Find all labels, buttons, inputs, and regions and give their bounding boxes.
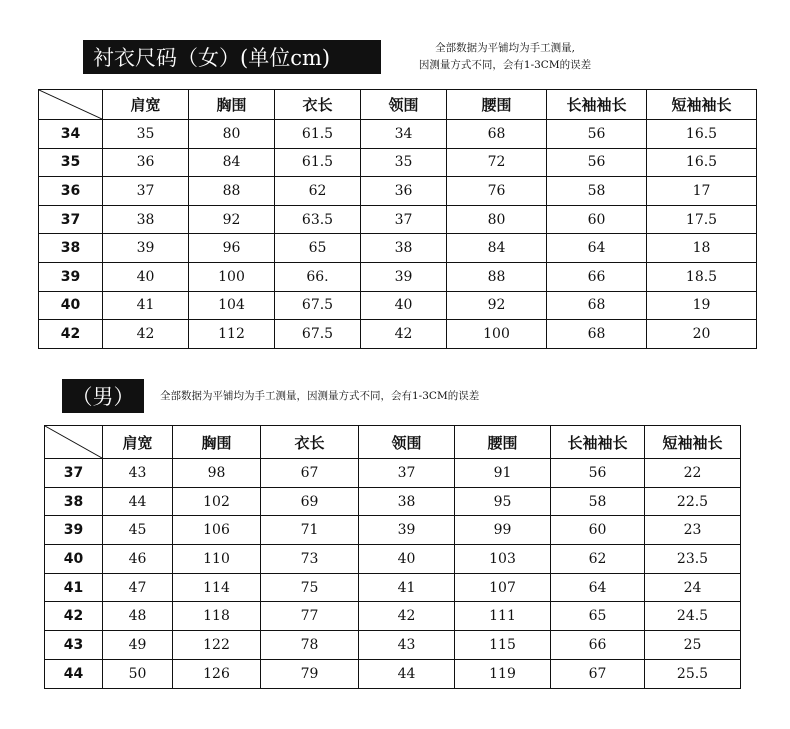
table-row: [39, 148, 757, 177]
size-label-cell: 36: [39, 177, 103, 206]
measurement-cell: 56: [551, 459, 645, 488]
measurement-cell: 71: [261, 516, 359, 545]
measurement-cell: 88: [189, 177, 275, 206]
measurement-cell: 104: [189, 291, 275, 320]
measurement-cell: 92: [189, 205, 275, 234]
measurement-cell: 102: [173, 487, 261, 516]
header-long-sleeve: 长袖袖长: [547, 90, 647, 120]
measurement-cell: 40: [359, 545, 455, 574]
header-length: 衣长: [261, 426, 359, 459]
measurement-cell: 80: [447, 205, 547, 234]
measurement-cell: 61.5: [275, 148, 361, 177]
measurement-cell: 111: [455, 602, 551, 631]
measurement-cell: 92: [447, 291, 547, 320]
measurement-cell: 47: [103, 573, 173, 602]
measurement-cell: 41: [103, 291, 189, 320]
measurement-cell: 25.5: [645, 659, 741, 688]
measurement-cell: 73: [261, 545, 359, 574]
measurement-cell: 68: [447, 120, 547, 149]
measurement-cell: 107: [455, 573, 551, 602]
measurement-cell: 100: [447, 320, 547, 349]
men-table-body: [45, 459, 741, 689]
size-label-cell: 39: [45, 516, 103, 545]
measurement-cell: 88: [447, 262, 547, 291]
measurement-cell: 36: [103, 148, 189, 177]
corner-diagonal-cell: [45, 426, 103, 459]
measurement-cell: 48: [103, 602, 173, 631]
measurement-cell: 22: [645, 459, 741, 488]
measurement-cell: 39: [359, 516, 455, 545]
measurement-cell: 39: [103, 234, 189, 263]
measurement-cell: 95: [455, 487, 551, 516]
measurement-cell: 16.5: [647, 148, 757, 177]
header-shoulder: 肩宽: [103, 426, 173, 459]
size-label-cell: 35: [39, 148, 103, 177]
measurement-cell: 25: [645, 631, 741, 660]
measurement-cell: 17: [647, 177, 757, 206]
men-size-title: [62, 379, 144, 413]
corner-diagonal-cell: [39, 90, 103, 120]
measurement-cell: 78: [261, 631, 359, 660]
measurement-cell: 63.5: [275, 205, 361, 234]
measurement-cell: 110: [173, 545, 261, 574]
measurement-cell: 103: [455, 545, 551, 574]
women-size-table: [38, 89, 757, 349]
measurement-cell: 45: [103, 516, 173, 545]
women-size-title: [83, 40, 381, 74]
measurement-cell: 100: [189, 262, 275, 291]
measurement-cell: 17.5: [647, 205, 757, 234]
measurement-cell: 118: [173, 602, 261, 631]
measurement-cell: 72: [447, 148, 547, 177]
measurement-cell: 69: [261, 487, 359, 516]
header-shoulder: 肩宽: [103, 90, 189, 120]
header-waist: 腰围: [455, 426, 551, 459]
measurement-cell: 66: [551, 631, 645, 660]
measurement-cell: 99: [455, 516, 551, 545]
table-row: [45, 573, 741, 602]
table-row: [45, 545, 741, 574]
measurement-cell: 36: [361, 177, 447, 206]
size-label-cell: 43: [45, 631, 103, 660]
women-table-body: [39, 120, 757, 349]
women-size-title-text: 衬衣尺码（女）(单位cm): [93, 46, 331, 70]
size-label-cell: 37: [39, 205, 103, 234]
measurement-cell: 18.5: [647, 262, 757, 291]
table-header-row: [45, 426, 741, 459]
table-row: [39, 291, 757, 320]
header-collar: 领围: [361, 90, 447, 120]
table-row: [45, 659, 741, 688]
measurement-cell: 18: [647, 234, 757, 263]
size-label-cell: 39: [39, 262, 103, 291]
measurement-cell: 23.5: [645, 545, 741, 574]
header-waist: 腰围: [447, 90, 547, 120]
measurement-cell: 22.5: [645, 487, 741, 516]
measurement-cell: 34: [361, 120, 447, 149]
size-label-cell: 40: [45, 545, 103, 574]
measurement-cell: 40: [103, 262, 189, 291]
measurement-cell: 106: [173, 516, 261, 545]
measurement-cell: 40: [361, 291, 447, 320]
measurement-cell: 42: [103, 320, 189, 349]
measurement-cell: 24.5: [645, 602, 741, 631]
measurement-cell: 76: [447, 177, 547, 206]
table-row: [45, 487, 741, 516]
size-label-cell: 44: [45, 659, 103, 688]
size-label-cell: 40: [39, 291, 103, 320]
size-label-cell: 41: [45, 573, 103, 602]
women-measurement-note: [380, 40, 630, 74]
measurement-cell: 37: [359, 459, 455, 488]
measurement-cell: 49: [103, 631, 173, 660]
measurement-cell: 46: [103, 545, 173, 574]
measurement-cell: 62: [551, 545, 645, 574]
measurement-cell: 68: [547, 291, 647, 320]
measurement-cell: 67: [551, 659, 645, 688]
measurement-cell: 84: [447, 234, 547, 263]
header-short-sleeve: 短袖袖长: [647, 90, 757, 120]
women-note-line-2: 因测量方式不同，会有1-3CM的误差: [418, 59, 592, 71]
table-row: [45, 602, 741, 631]
measurement-cell: 35: [103, 120, 189, 149]
measurement-cell: 64: [551, 573, 645, 602]
measurement-cell: 66: [547, 262, 647, 291]
measurement-cell: 65: [551, 602, 645, 631]
table-row: [39, 234, 757, 263]
header-length: 衣长: [275, 90, 361, 120]
table-row: [45, 459, 741, 488]
measurement-cell: 56: [547, 120, 647, 149]
table-row: [39, 120, 757, 149]
measurement-cell: 56: [547, 148, 647, 177]
measurement-cell: 23: [645, 516, 741, 545]
measurement-cell: 19: [647, 291, 757, 320]
measurement-cell: 80: [189, 120, 275, 149]
measurement-cell: 58: [547, 177, 647, 206]
measurement-cell: 37: [361, 205, 447, 234]
men-size-title-text: （男）: [71, 385, 135, 409]
measurement-cell: 114: [173, 573, 261, 602]
measurement-cell: 115: [455, 631, 551, 660]
size-label-cell: 38: [45, 487, 103, 516]
measurement-cell: 20: [647, 320, 757, 349]
measurement-cell: 79: [261, 659, 359, 688]
measurement-cell: 77: [261, 602, 359, 631]
measurement-cell: 50: [103, 659, 173, 688]
size-label-cell: 34: [39, 120, 103, 149]
measurement-cell: 66.: [275, 262, 361, 291]
measurement-cell: 43: [359, 631, 455, 660]
measurement-cell: 60: [551, 516, 645, 545]
measurement-cell: 41: [359, 573, 455, 602]
table-row: [39, 262, 757, 291]
measurement-cell: 62: [275, 177, 361, 206]
measurement-cell: 43: [103, 459, 173, 488]
measurement-cell: 84: [189, 148, 275, 177]
size-label-cell: 42: [39, 320, 103, 349]
table-row: [39, 205, 757, 234]
measurement-cell: 39: [361, 262, 447, 291]
header-long-sleeve: 长袖袖长: [551, 426, 645, 459]
measurement-cell: 126: [173, 659, 261, 688]
measurement-cell: 58: [551, 487, 645, 516]
size-label-cell: 37: [45, 459, 103, 488]
table-row: [39, 177, 757, 206]
measurement-cell: 96: [189, 234, 275, 263]
header-chest: 胸围: [189, 90, 275, 120]
table-row: [45, 516, 741, 545]
measurement-cell: 42: [361, 320, 447, 349]
size-label-cell: 38: [39, 234, 103, 263]
measurement-cell: 24: [645, 573, 741, 602]
men-measurement-note: 全部数据为平铺均为手工测量，因测量方式不同，会有1-3CM的误差: [160, 390, 480, 402]
measurement-cell: 112: [189, 320, 275, 349]
measurement-cell: 38: [103, 205, 189, 234]
men-size-table: [44, 425, 741, 689]
measurement-cell: 61.5: [275, 120, 361, 149]
women-note-line-1: 全部数据为平铺均为手工测量,: [435, 42, 575, 54]
measurement-cell: 98: [173, 459, 261, 488]
measurement-cell: 38: [361, 234, 447, 263]
measurement-cell: 67: [261, 459, 359, 488]
measurement-cell: 16.5: [647, 120, 757, 149]
measurement-cell: 75: [261, 573, 359, 602]
measurement-cell: 67.5: [275, 291, 361, 320]
measurement-cell: 60: [547, 205, 647, 234]
measurement-cell: 42: [359, 602, 455, 631]
measurement-cell: 122: [173, 631, 261, 660]
measurement-cell: 37: [103, 177, 189, 206]
measurement-cell: 44: [359, 659, 455, 688]
measurement-cell: 64: [547, 234, 647, 263]
measurement-cell: 91: [455, 459, 551, 488]
table-row: [39, 320, 757, 349]
header-collar: 领围: [359, 426, 455, 459]
measurement-cell: 38: [359, 487, 455, 516]
table-row: [45, 631, 741, 660]
measurement-cell: 68: [547, 320, 647, 349]
measurement-cell: 119: [455, 659, 551, 688]
measurement-cell: 44: [103, 487, 173, 516]
header-chest: 胸围: [173, 426, 261, 459]
measurement-cell: 67.5: [275, 320, 361, 349]
header-short-sleeve: 短袖袖长: [645, 426, 741, 459]
size-label-cell: 42: [45, 602, 103, 631]
measurement-cell: 35: [361, 148, 447, 177]
measurement-cell: 65: [275, 234, 361, 263]
table-header-row: [39, 90, 757, 120]
